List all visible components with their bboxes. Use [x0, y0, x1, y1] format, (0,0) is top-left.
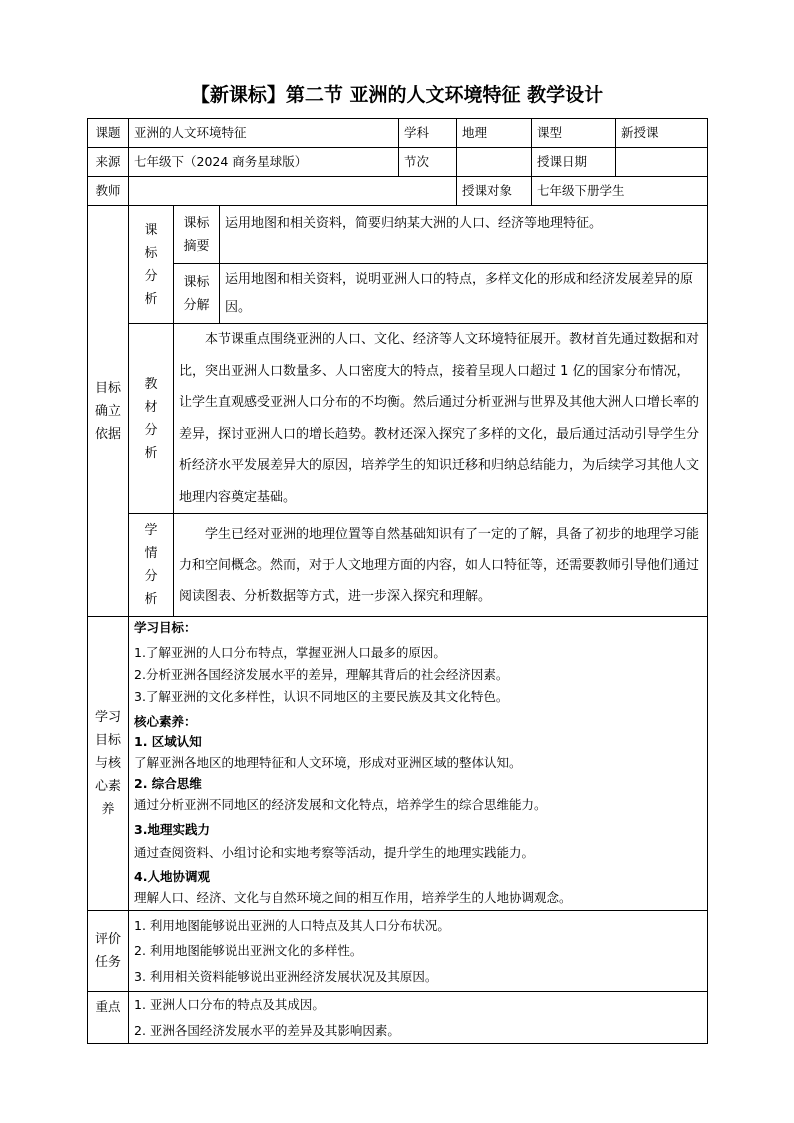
- period-value: [457, 148, 532, 177]
- goals-row: [88, 617, 708, 911]
- learning-goal-item: 2.分析亚洲各国经济发展水平的差异，理解其背后的社会经济因素。: [134, 667, 509, 682]
- learner-text: 学生已经对亚洲的地理位置等自然基础知识有了一定的了解，具备了初步的地理学习能力和空间概念。然而，对于人文地理方面的内容，如人口特征等，还需要教师引导他们通过阅读图表、分析数据等方式，进一步深入探究和理解。: [179, 526, 700, 604]
- goals-label: 学习 目标 与核 心素 养: [88, 617, 129, 911]
- lesson-plan-table: [87, 118, 708, 1044]
- basis-row-summary: [88, 206, 708, 264]
- key-points-label: 重点: [88, 992, 129, 1044]
- key-points-row: [88, 992, 708, 1044]
- subject-value: 地理: [457, 119, 532, 148]
- textbook-text: 本节课重点围绕亚洲的人口、文化、经济等人文环境特征展开。教材首先通过数据和对比，突出亚洲人口数量多、人口密度大的特点，接着呈现人口超过 1 亿的国家分布情况，让学生直观感受亚洲人口分布的不均衡。然后通过分析亚洲与世界及其他大洲人口增长率的差异，探讨亚洲人口的增长趋势。教材还深入探究了多样的文化，最后通过活动引导学生分析经济水平发展差异大的原因，培养学生的知识迁移和归纳总结能力，为后续学习其他人文地理内容奠定基础。: [179, 332, 700, 505]
- learning-goal-item: 1.了解亚洲的人口分布特点，掌握亚洲人口最多的原因。: [134, 645, 446, 660]
- basis-row-textbook: [88, 324, 708, 514]
- teacher-label: 教师: [88, 177, 129, 206]
- type-label: 课型: [532, 119, 616, 148]
- learner-label: 学 情 分 析: [129, 514, 174, 617]
- core-item-heading: 3.地理实践力: [134, 822, 210, 837]
- audience-label: 授课对象: [457, 177, 532, 206]
- assessment-item: 1. 利用地图能够说出亚洲的人口特点及其人口分布状况。: [134, 917, 450, 933]
- audience-value: 七年级下册学生: [532, 177, 708, 206]
- key-point-item: 2. 亚洲各国经济发展水平的差异及其影响因素。: [134, 1022, 400, 1038]
- core-item-heading: 2. 综合思维: [134, 776, 202, 791]
- topic-value: 亚洲的人文环境特征: [129, 119, 399, 148]
- info-row-topic: [88, 119, 708, 148]
- standard-analysis-label: 课 标 分 析: [129, 206, 174, 324]
- key-points-list: [129, 992, 708, 1044]
- teacher-value: [129, 177, 457, 206]
- core-literacy-heading: 核心素养：: [134, 714, 197, 729]
- date-value: [616, 148, 708, 177]
- basis-row-learner: [88, 514, 708, 617]
- decompose-text: 运用地图和相关资料，说明亚洲人口的特点，多样文化的形成和经济发展差异的原因。: [220, 264, 708, 324]
- core-item-text: 通过分析亚洲不同地区的经济发展和文化特点，培养学生的综合思维能力。: [134, 797, 547, 812]
- assessment-item: 2. 利用地图能够说出亚洲文化的多样性。: [134, 943, 363, 959]
- decompose-label: 课标 分解: [174, 264, 220, 324]
- type-value: 新授课: [616, 119, 708, 148]
- core-item-text: 理解人口、经济、文化与自然环境之间的相互作用，培养学生的人地协调观念。: [134, 890, 572, 905]
- basis-row-decompose: [88, 264, 708, 324]
- core-item-text: 了解亚洲各地区的地理特征和人文环境，形成对亚洲区域的整体认知。: [134, 755, 522, 770]
- assessment-list: [129, 911, 708, 992]
- topic-label: 课题: [88, 119, 129, 148]
- learner-analysis-cell: [174, 514, 708, 617]
- core-item-heading: 1. 区域认知: [134, 734, 202, 749]
- basis-label: 目标 确立 依据: [88, 206, 129, 617]
- core-item-text: 通过查阅资料、小组讨论和实地考察等活动，提升学生的地理实践能力。: [134, 845, 535, 860]
- summary-label: 课标 摘要: [174, 206, 220, 264]
- learning-goal-item: 3.了解亚洲的文化多样性，认识不同地区的主要民族及其文化特色。: [134, 689, 509, 704]
- source-label: 来源: [88, 148, 129, 177]
- key-point-item: 1. 亚洲人口分布的特点及其成因。: [134, 997, 325, 1012]
- period-label: 节次: [399, 148, 457, 177]
- learning-goals-heading: 学习目标：: [134, 620, 197, 635]
- document-title: 【新课标】第二节 亚洲的人文环境特征 教学设计: [190, 84, 604, 106]
- date-label: 授课日期: [532, 148, 616, 177]
- source-value: 七年级下（2024 商务星球版）: [129, 148, 399, 177]
- assessment-row: [88, 911, 708, 992]
- textbook-analysis-cell: [174, 324, 708, 514]
- info-row-teacher: [88, 177, 708, 206]
- textbook-label: 教 材 分 析: [129, 324, 174, 514]
- info-row-source: [88, 148, 708, 177]
- assessment-item: 3. 利用相关资料能够说出亚洲经济发展状况及其原因。: [134, 968, 438, 984]
- subject-label: 学科: [399, 119, 457, 148]
- core-item-heading: 4.人地协调观: [134, 869, 210, 884]
- goals-content: [129, 617, 708, 911]
- summary-text: 运用地图和相关资料，简要归纳某大洲的人口、经济等地理特征。: [220, 206, 708, 264]
- assessment-label: 评价 任务: [88, 911, 129, 992]
